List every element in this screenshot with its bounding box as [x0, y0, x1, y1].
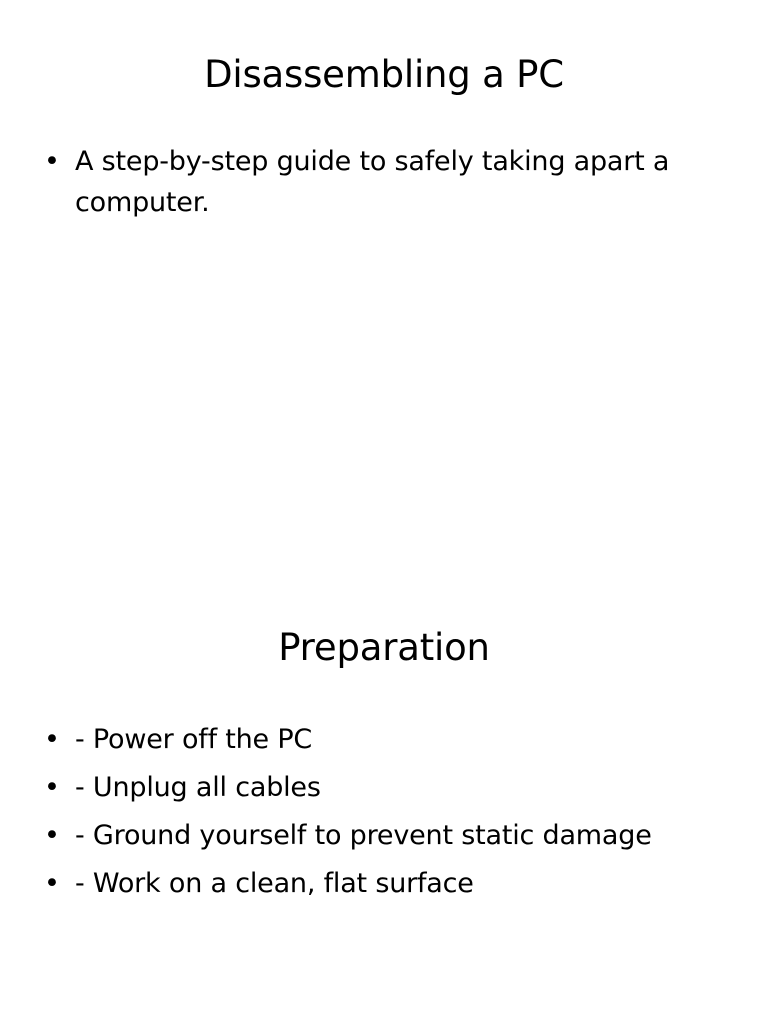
bullet-icon: • — [44, 772, 60, 803]
bullet-icon: • — [44, 820, 60, 851]
list-item — [44, 860, 704, 908]
bullet-text: - Power off the PC — [75, 724, 313, 755]
slide-title: Disassembling a PC — [204, 53, 564, 96]
bullet-list — [44, 141, 704, 223]
bullet-icon: • — [44, 724, 60, 755]
list-item — [44, 764, 704, 812]
slide-title: Preparation — [278, 626, 490, 669]
bullet-list — [44, 716, 704, 908]
bullet-text: - Unplug all cables — [75, 772, 321, 803]
bullet-text: A step-by-step guide to safely taking apart a computer. — [75, 146, 670, 218]
bullet-icon: • — [44, 868, 60, 899]
list-item — [44, 716, 704, 764]
bullet-icon: • — [44, 146, 60, 177]
slide-preparation — [0, 576, 768, 1024]
bullet-text: - Work on a clean, flat surface — [75, 868, 474, 899]
list-item — [44, 812, 704, 860]
bullet-text: - Ground yourself to prevent static damage — [75, 820, 652, 851]
list-item — [44, 141, 704, 223]
